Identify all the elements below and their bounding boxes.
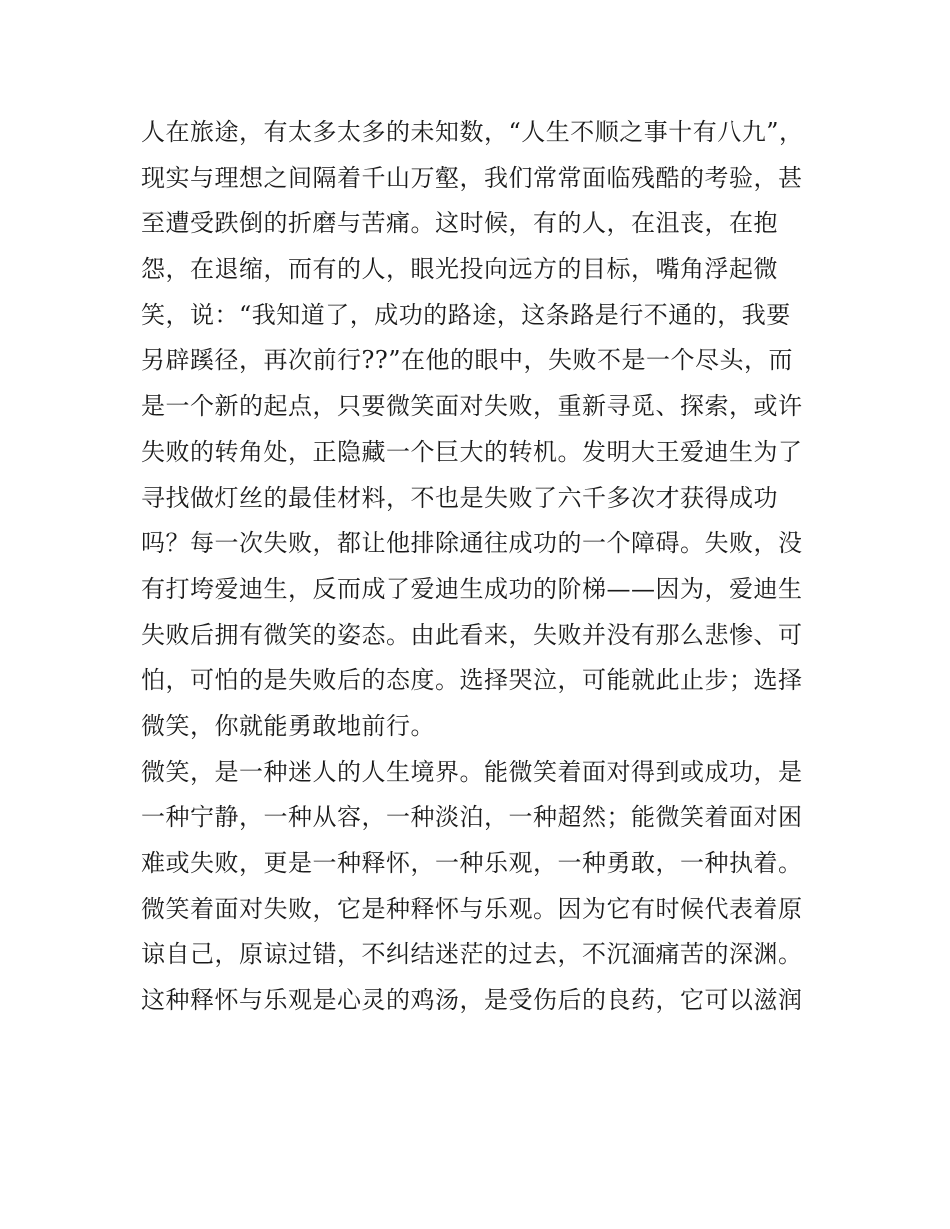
text-line: 失败后拥有微笑的姿态。由此看来，失败并没有那么悲惨、可 <box>141 620 803 649</box>
text-line: 有打垮爱迪生，反而成了爱迪生成功的阶梯——因为，爱迪生 <box>141 574 803 603</box>
text-line: 失败的转角处，正隐藏一个巨大的转机。发明大王爱迪生为了 <box>141 437 803 466</box>
text-line: 难或失败，更是一种释怀，一种乐观，一种勇敢，一种执着。 <box>141 849 803 877</box>
text-line: 至遭受跌倒的折磨与苦痛。这时候，有的人，在沮丧，在抱 <box>141 209 778 238</box>
text-line: 人在旅途，有太多太多的未知数，“人生不顺之事十有八九”， <box>141 118 804 146</box>
text-line: 怕，可怕的是失败后的态度。选择哭泣，可能就此止步；选择 <box>141 666 803 695</box>
text-line: 另辟蹊径，再次前行??”在他的眼中，失败不是一个尽头，而 <box>141 346 794 375</box>
text-line: 微笑，你就能勇敢地前行。 <box>141 711 435 740</box>
text-line: 是一个新的起点，只要微笑面对失败，重新寻觅、探索，或许 <box>141 392 803 421</box>
body-text <box>141 110 821 1024</box>
text-line: 怨，在退缩，而有的人，眼光投向远方的目标，嘴角浮起微 <box>141 255 778 284</box>
text-line: 吗？每一次失败，都让他排除通往成功的一个障碍。失败，没 <box>141 529 803 558</box>
text-line: 微笑，是一种迷人的人生境界。能微笑着面对得到或成功，是 <box>141 757 803 786</box>
text-line: 现实与理想之间隔着千山万壑，我们常常面临残酷的考验，甚 <box>141 163 803 192</box>
text-line: 寻找做灯丝的最佳材料，不也是失败了六千多次才获得成功 <box>141 483 778 512</box>
text-line: 这种释怀与乐观是心灵的鸡汤，是受伤后的良药，它可以滋润 <box>141 986 803 1015</box>
text-line: 笑，说：“我知道了，成功的路途，这条路是行不通的，我要 <box>141 300 791 329</box>
text-line: 微笑着面对失败，它是种释怀与乐观。因为它有时候代表着原 <box>141 894 803 923</box>
text-line: 一种宁静，一种从容，一种淡泊，一种超然；能微笑着面对困 <box>141 803 803 832</box>
text-line: 谅自己，原谅过错，不纠结迷茫的过去，不沉湎痛苦的深渊。 <box>141 940 803 969</box>
